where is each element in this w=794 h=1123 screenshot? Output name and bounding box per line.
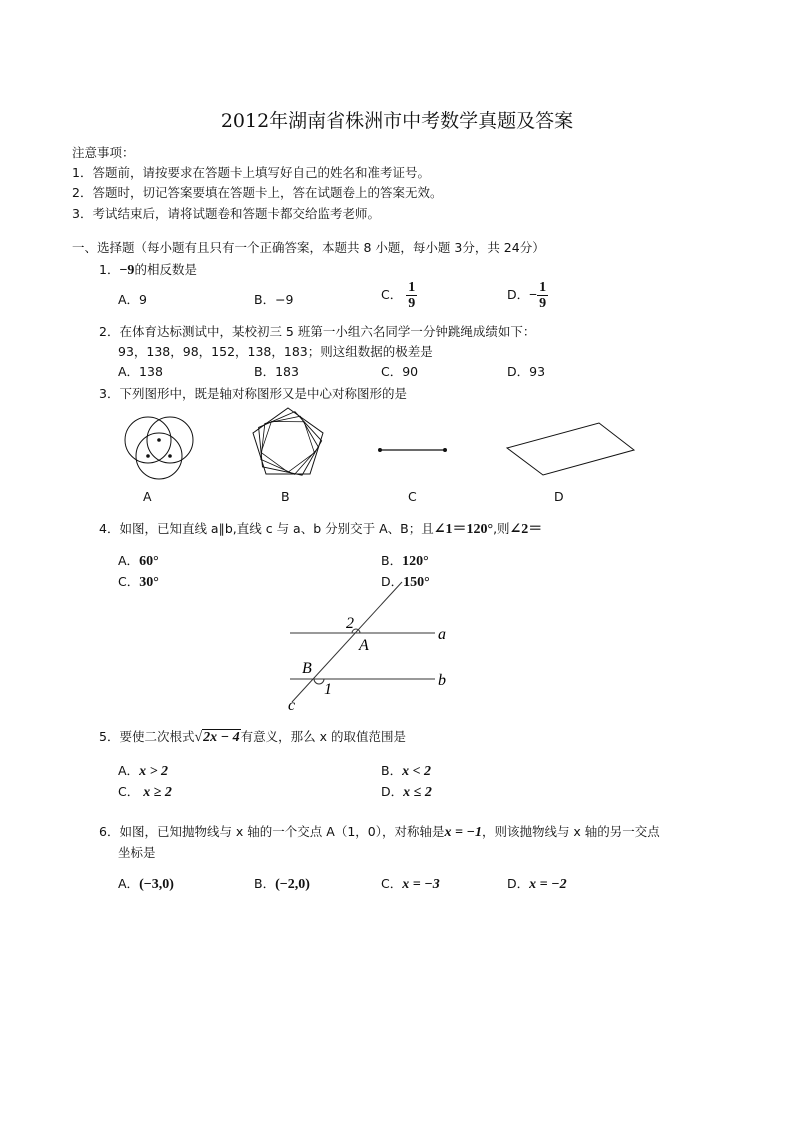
q5-text — [99, 727, 406, 746]
option-label: A． — [118, 763, 140, 778]
q5-option-c — [118, 782, 172, 801]
q4-angle-2: ∠2＝ — [509, 522, 543, 537]
figure-parallel-lines — [280, 578, 460, 714]
minus-sign: − — [529, 288, 538, 303]
question-1 — [99, 260, 197, 279]
option-value: 120° — [402, 554, 429, 569]
option-label: B． — [381, 763, 403, 778]
q5-text-part: 5．要使二次根式 — [99, 729, 195, 744]
square-root: √2x − 4 — [194, 730, 240, 745]
q6-option-a — [118, 874, 174, 893]
figure-label-d: D — [554, 489, 564, 504]
q1-option-a: A．9 — [118, 292, 148, 307]
option-label: B． — [254, 876, 276, 891]
q4-text — [99, 518, 542, 538]
q6-text — [99, 822, 660, 841]
numerator: 1 — [408, 280, 416, 295]
endpoint-dot — [443, 448, 447, 452]
q4-option-b — [381, 551, 429, 570]
q6-text-part: 6．如图，已知抛物线与 x 轴的一个交点 A（1，0），对称轴是 — [99, 824, 445, 839]
option-label: D． — [507, 287, 530, 302]
q1-option-b: B．−9 — [254, 292, 294, 307]
q1-option-c — [381, 280, 417, 311]
notice-item: 3．考试结束后，请将试题卷和答题卡都交给监考老师。 — [72, 206, 380, 221]
q2-option-c: C．90 — [381, 364, 419, 379]
option-value: x = −2 — [529, 877, 567, 892]
label-line-c: c — [288, 697, 296, 714]
q5-text-part: 有意义，那么 x 的取值范围是 — [240, 729, 406, 744]
figure-label-a: A — [143, 489, 152, 504]
option-label: C． — [118, 574, 140, 589]
radicand: 2x − 4 — [203, 730, 240, 745]
q6-axis: x = −1 — [444, 825, 482, 840]
figure-segment — [376, 444, 450, 456]
option-label: D． — [381, 574, 404, 589]
fraction — [537, 280, 548, 311]
q3-text: 3．下列图形中，既是轴对称图形又是中心对称图形的是 — [99, 386, 407, 401]
option-value: x ≤ 2 — [403, 785, 432, 800]
figure-label-b: B — [281, 489, 290, 504]
q2-option-d: D．93 — [507, 364, 546, 379]
q1-option-d — [507, 280, 548, 311]
label-two: 2 — [346, 615, 354, 632]
q2-line-2: 93，138，98，152，138，183；则这组数据的极差是 — [118, 344, 433, 359]
section-heading: 一、选择题（每小题有且只有一个正确答案，本题共 8 小题，每小题 3分，共 24分） — [72, 240, 545, 255]
q2-line-1: 2．在体育达标测试中，某校初三 5 班第一小组六名同学一分钟跳绳成绩如下： — [99, 324, 536, 339]
q2-option-b: B．183 — [254, 364, 299, 379]
q4-text-part: 4．如图，已知直线 a∥b,直线 c 与 a、b 分别交于 A、B；且 — [99, 521, 434, 536]
page-title: 2012年湖南省株洲市中考数学真题及答案 — [220, 110, 574, 132]
option-label: D． — [381, 784, 404, 799]
q4-option-c — [118, 572, 159, 591]
option-value: x < 2 — [402, 764, 432, 779]
q4-angle-1: ∠1＝120° — [433, 522, 494, 537]
q1-text: 的相反数是 — [134, 262, 197, 277]
q5-option-b — [381, 761, 431, 780]
angle-1-arc — [314, 679, 324, 684]
notice-item: 2．答题时，切记答案要填在答题卡上，答在试题卷上的答案无效。 — [72, 185, 443, 200]
denominator: 9 — [408, 296, 416, 311]
parallelogram-shape — [507, 423, 634, 475]
figure-three-circles — [116, 412, 204, 484]
q1-expression: −9 — [119, 263, 135, 278]
label-one: 1 — [324, 681, 332, 698]
figure-label-c: C — [408, 489, 417, 504]
q6-text-part: ，则该抛物线与 x 轴的另一交点 — [481, 824, 660, 839]
pentagon-shape — [253, 408, 323, 474]
option-value: 60° — [139, 554, 159, 569]
line-c — [292, 582, 402, 702]
option-label: C． — [381, 287, 403, 302]
option-value: x ≥ 2 — [143, 785, 172, 800]
numerator: 1 — [539, 280, 547, 295]
q6-option-d — [507, 874, 567, 893]
point-dot — [146, 454, 150, 458]
q5-option-d — [381, 782, 432, 801]
q6-option-c — [381, 874, 440, 893]
q4-option-a — [118, 551, 159, 570]
q2-option-a: A．138 — [118, 364, 163, 379]
option-value: x > 2 — [139, 764, 169, 779]
option-value: (−2,0) — [275, 877, 310, 892]
option-label: B． — [381, 553, 403, 568]
figure-parallelogram — [504, 420, 638, 480]
option-label: C． — [118, 784, 140, 799]
option-label: A． — [118, 553, 140, 568]
option-value: (−3,0) — [139, 877, 174, 892]
label-point-b: B — [302, 660, 312, 677]
option-value: x = −3 — [402, 877, 440, 892]
point-dot — [168, 454, 172, 458]
option-label: D． — [507, 876, 530, 891]
q6-option-b — [254, 874, 310, 893]
option-value: 30° — [139, 575, 159, 590]
figure-nested-pentagons — [248, 404, 328, 478]
notice-item: 1．答题前，请按要求在答题卡上填写好自己的姓名和准考证号。 — [72, 165, 430, 180]
label-line-a: a — [438, 626, 446, 643]
q5-option-a — [118, 761, 168, 780]
point-dot — [157, 438, 161, 442]
label-point-a: A — [359, 637, 369, 654]
option-value: 150° — [403, 575, 430, 590]
fraction — [406, 280, 417, 311]
option-label: A． — [118, 876, 140, 891]
notice-heading: 注意事项： — [72, 145, 135, 160]
option-label: C． — [381, 876, 403, 891]
endpoint-dot — [378, 448, 382, 452]
denominator: 9 — [539, 296, 547, 311]
q6-line-2: 坐标是 — [118, 845, 156, 860]
question-number: 1． — [99, 262, 120, 277]
label-line-b: b — [438, 672, 446, 689]
q4-text-part: ,则 — [493, 521, 510, 536]
